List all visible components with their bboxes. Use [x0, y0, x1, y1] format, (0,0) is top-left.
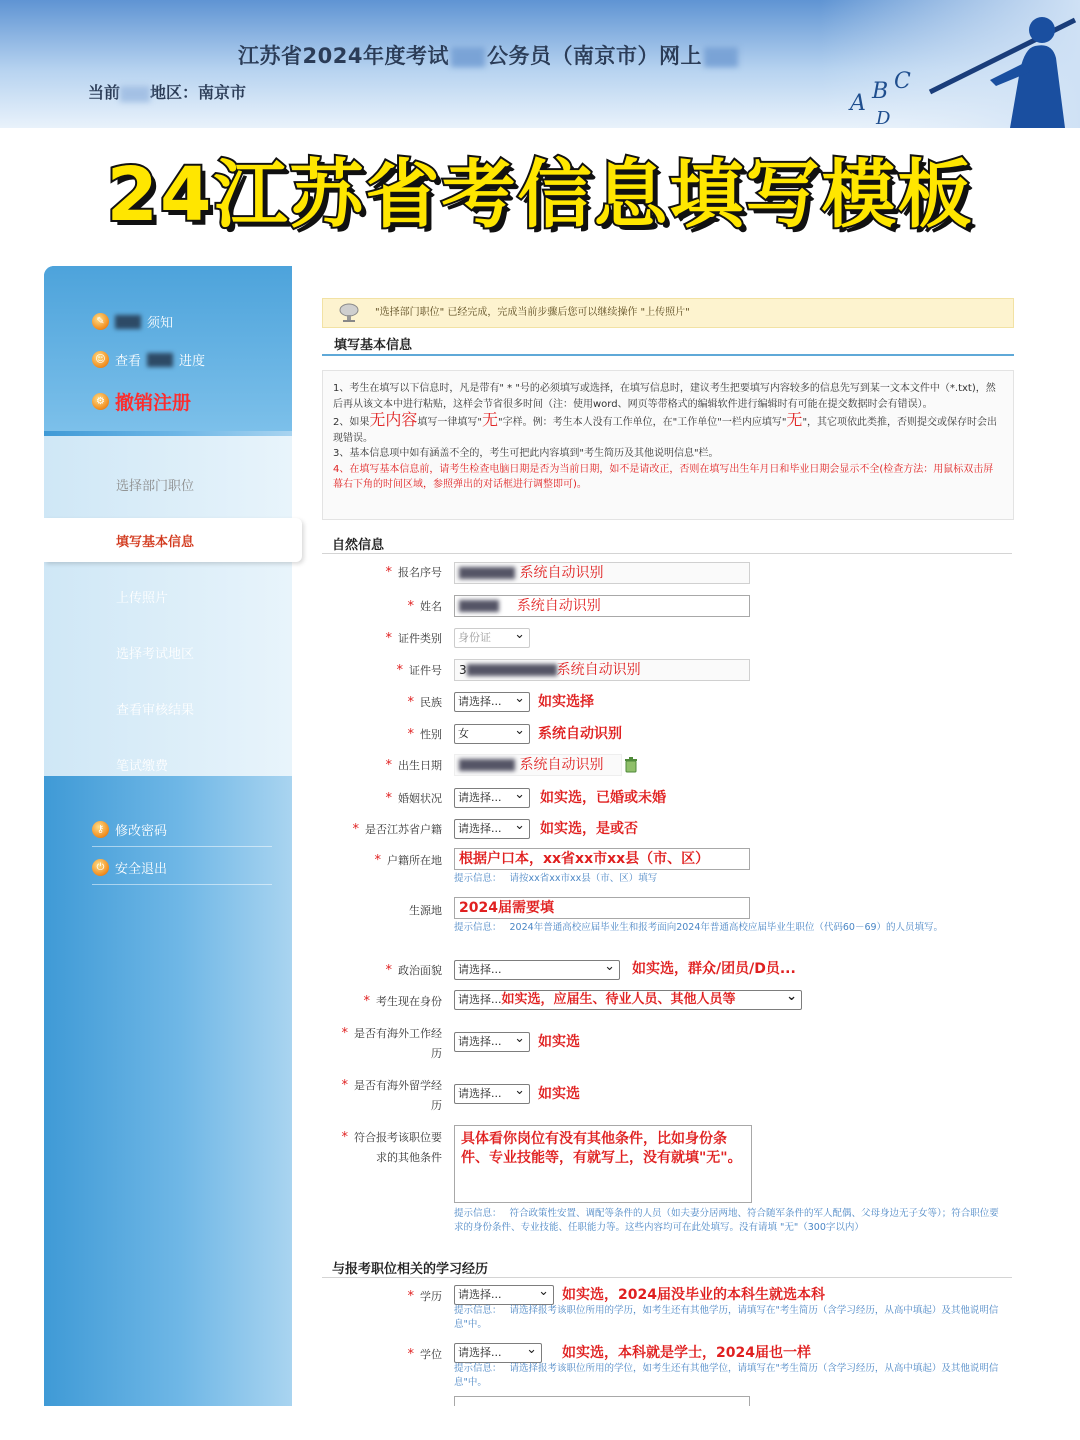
- hint-label: 提示信息：: [454, 1363, 502, 1374]
- trash-icon[interactable]: [624, 757, 638, 773]
- field-label-text: 证件号: [409, 664, 442, 677]
- redaction: [120, 86, 150, 102]
- overseas-work-select[interactable]: 请选择... ⌄: [454, 1032, 530, 1052]
- field-label-overseas-study: [322, 1076, 442, 1116]
- step-basic-info[interactable]: 填写基本信息: [116, 535, 195, 550]
- annotation: 系统自动识别: [519, 757, 604, 773]
- field-label-marital: [322, 790, 442, 806]
- portal: [44, 266, 1037, 1406]
- main-content: [322, 266, 1037, 1406]
- education-select[interactable]: 请选择... ⌄: [454, 1285, 554, 1305]
- annotation: 如实选: [538, 1034, 580, 1050]
- annotation: 如实选，本科就是学士，2024届也一样: [562, 1345, 811, 1361]
- field-label-text: 婚姻状况: [398, 792, 442, 805]
- instruction-2-text: "，其它项依此类推，否则提交或保存时会出现错误。: [333, 417, 998, 444]
- hint-body: 2024年普通高校应届毕业生和报考面向2024年普通高校应届毕业生职位（代码60－69）的人员填写。: [509, 922, 944, 933]
- hint-text: [454, 872, 994, 886]
- trophy-icon: [337, 303, 361, 323]
- hint-text: [454, 1207, 1006, 1235]
- instruction-4: 4、在填写基本信息前，请考生检查电脑日期是否为当前日期，如不是请改正，否则在填写出生年月日和毕业日期会显示不全(检查方法：用鼠标双击屏幕右下角的时间区域，参照弹出的对话框进行调整即可)。: [333, 463, 994, 490]
- sidebar-item-label: 修改密码: [115, 824, 168, 839]
- site-title-part-b: 公务员（南京市）网上: [486, 44, 702, 68]
- field-label-ethnicity: [322, 694, 442, 710]
- next-input[interactable]: [454, 1396, 750, 1406]
- sidebar-item-logout[interactable]: [92, 858, 167, 877]
- annotation: 如实选，是或否: [540, 821, 638, 837]
- instruction-2-text: 填写一律填写": [417, 417, 482, 428]
- field-label-text: 生源地: [409, 904, 442, 917]
- svg-text:A: A: [850, 91, 866, 116]
- instruction-2-text: "字样。例：考生本人没有工作单位，在"工作单位"一栏内应填写": [498, 417, 787, 428]
- instruction-3: 3、基本信息项中如有涵盖不全的，考生可把此内容填到"考生简历及其他说明信息"栏。: [333, 448, 719, 459]
- current-region-value: 地区：南京市: [150, 83, 247, 102]
- sidebar-item-label: 查看: [115, 354, 142, 369]
- politics-select[interactable]: 请选择... ⌄: [454, 960, 620, 980]
- banner-illustration: [820, 0, 1080, 128]
- required-mark: *: [385, 791, 392, 806]
- field-label-text: 出生日期: [398, 759, 442, 772]
- progress-notice-text: "选择部门职位" 已经完成，完成当前步骤后您可以继续操作 "上传照片": [375, 307, 690, 318]
- required-mark: *: [407, 1347, 414, 1362]
- required-mark: *: [341, 1078, 348, 1093]
- step-select-exam-region[interactable]: 选择考试地区: [116, 647, 195, 662]
- annotation: 系统自动识别: [516, 598, 601, 614]
- field-label-origin: [322, 902, 442, 918]
- annotation: 系统自动识别: [519, 565, 604, 581]
- section-underline: [322, 553, 1012, 554]
- instruction-2-emph: 无内容: [369, 410, 418, 429]
- required-mark: *: [407, 599, 414, 614]
- sidebar-item-label: 进度: [179, 354, 206, 369]
- required-mark: *: [396, 663, 403, 678]
- required-mark: *: [363, 994, 370, 1009]
- hint-body: 符合政策性安置、调配等条件的人员（如夫妻分居两地、符合随军条件的军人配偶、父母身边无子女等）；符合职位要求的身份条件、专业技能、任职能力等。这些内容均可在此处填写。没有请填 "无"（300字以内）: [454, 1208, 999, 1233]
- site-title-part-a: 江苏省2024年度考试: [238, 44, 449, 68]
- section-title-study: 与报考职位相关的学习经历: [332, 1262, 489, 1277]
- field-label-identity: [322, 993, 442, 1009]
- hukou-place-input[interactable]: 根据户口本，xx省xx市xx县（市、区）: [454, 848, 750, 870]
- hint-label: 提示信息：: [454, 922, 502, 933]
- id-type-select[interactable]: 身份证 ⌄: [454, 628, 530, 648]
- gender-select[interactable]: 女 ⌄: [454, 724, 530, 744]
- section-title-basic: 填写基本信息: [334, 338, 413, 353]
- hint-label: 提示信息：: [454, 1208, 502, 1219]
- svg-text:C: C: [894, 69, 911, 94]
- other-conditions-textarea[interactable]: 具体看你岗位有没有其他条件，比如身份条件、专业技能等，有就写上，没有就填"无"。: [454, 1125, 752, 1203]
- divider: [92, 884, 272, 885]
- sidebar-item-label: 撤销注册: [115, 392, 192, 414]
- progress-notice: [322, 298, 1014, 328]
- svg-text:D: D: [876, 108, 891, 128]
- instruction-1: 1、考生在填写以下信息时，凡是带有" * "号的必须填写或选择，在填写信息时，建议考生把要填写内容较多的信息先写到某一文本文件中（*.txt)，然后再从该文本中进行粘贴，这样会节省很多时间（注：使用word、网页等带格式的编辑软件进行编辑时有可能在提交数据时会有错误）。: [333, 383, 996, 410]
- instruction-2-emph: 无: [482, 410, 499, 429]
- field-label-gender: [322, 726, 442, 742]
- required-mark: *: [407, 727, 414, 742]
- redaction: [451, 47, 485, 67]
- ethnicity-select[interactable]: 请选择... ⌄: [454, 692, 530, 712]
- step-exam-fee[interactable]: 笔试缴费: [116, 759, 169, 774]
- reg-no-field: [454, 562, 750, 584]
- field-label-birth: [322, 757, 442, 773]
- field-label-text: 证件类别: [398, 632, 442, 645]
- sidebar-item-change-password[interactable]: [92, 820, 167, 839]
- field-label-id-type: [322, 630, 442, 646]
- redaction: [147, 353, 173, 367]
- field-label-text: 姓名: [420, 600, 442, 613]
- hint-label: 提示信息：: [454, 873, 502, 884]
- field-label-text: 求的其他条件: [376, 1151, 442, 1164]
- section-title-natural: 自然信息: [332, 538, 385, 553]
- jiangsu-hukou-select[interactable]: 请选择... ⌄: [454, 819, 530, 839]
- redaction: [704, 47, 738, 67]
- hint-text: [454, 1304, 1010, 1332]
- instruction-2-text: 2、如果: [333, 417, 370, 428]
- id-no-field: [454, 659, 750, 681]
- field-label-other-conditions: [322, 1128, 442, 1168]
- person-icon: ☺: [92, 351, 109, 368]
- required-mark: *: [407, 1289, 414, 1304]
- marital-select[interactable]: 请选择... ⌄: [454, 788, 530, 808]
- overseas-study-select[interactable]: 请选择... ⌄: [454, 1084, 530, 1104]
- field-label-text: 考生现在身份: [376, 995, 442, 1008]
- sidebar-item-notice[interactable]: [92, 312, 173, 331]
- field-label-hukou-place: [322, 852, 442, 868]
- annotation: 如实选，已婚或未婚: [540, 790, 666, 806]
- required-mark: *: [352, 822, 359, 837]
- hint-body: 请选择报考该职位所用的学位，如考生还有其他学位，请填写在"考生简历（含学习经历，从高中填起）及其他说明信息"中。: [454, 1363, 999, 1388]
- field-label-text: 符合报考该职位要: [354, 1131, 442, 1144]
- site-banner: [0, 0, 1080, 128]
- step-review-result[interactable]: 查看审核结果: [116, 703, 195, 718]
- annotation: 系统自动识别: [556, 662, 641, 678]
- instruction-2: [333, 412, 1003, 446]
- hint-label: 提示信息：: [454, 1305, 502, 1316]
- annotation: 如实选，2024届没毕业的本科生就选本科: [562, 1287, 825, 1303]
- field-label-jiangsu-hukou: [322, 821, 442, 837]
- sidebar-item-label: 安全退出: [115, 862, 168, 877]
- redaction: [459, 759, 515, 771]
- field-label-id-no: [322, 662, 442, 678]
- current-region: [88, 80, 246, 103]
- step-select-position[interactable]: 选择部门职位: [116, 479, 195, 494]
- field-label-text: 是否有海外工作经: [354, 1027, 442, 1040]
- identity-select[interactable]: [454, 990, 802, 1010]
- instructions-box: [322, 370, 1014, 520]
- hint-text: [454, 921, 1006, 935]
- hint-body: 请按xx省xx市xx县（市、区）填写: [509, 873, 658, 884]
- hint-text: [454, 1362, 1010, 1390]
- annotation: 如实选择: [538, 694, 594, 710]
- name-input[interactable]: [454, 595, 750, 617]
- divider: [92, 846, 272, 847]
- annotation: 如实选，群众/团员/D员...: [632, 961, 796, 977]
- field-label-education: [322, 1288, 442, 1304]
- field-label-text: 性别: [420, 728, 442, 741]
- required-mark: *: [385, 631, 392, 646]
- degree-select[interactable]: 请选择... ⌄: [454, 1343, 542, 1363]
- svg-text:B: B: [872, 79, 889, 104]
- annotation: 系统自动识别: [538, 726, 622, 742]
- key-icon: ⚷: [92, 821, 109, 838]
- origin-input[interactable]: 2024届需要填: [454, 897, 750, 919]
- annotation: 如实选，应届生、待业人员、其他人员等: [501, 992, 736, 1007]
- required-mark: *: [385, 963, 392, 978]
- required-mark: *: [385, 565, 392, 580]
- field-label-text: 历: [431, 1047, 442, 1060]
- required-mark: *: [374, 853, 381, 868]
- field-label-text: 民族: [420, 696, 442, 709]
- hint-body: 请选择报考该职位所用的学历，如考生还有其他学历，请填写在"考生简历（含学习经历，从高中填起）及其他说明信息"中。: [454, 1305, 999, 1330]
- sidebar-item-label: 须知: [147, 316, 174, 331]
- redaction: [467, 664, 557, 676]
- exit-icon: ⏻: [92, 859, 109, 876]
- headline: 24江苏省考信息填写模板: [106, 152, 974, 238]
- redaction: [459, 567, 515, 579]
- field-label-text: 报名序号: [398, 566, 442, 579]
- field-label-text: 政治面貌: [398, 964, 442, 977]
- field-label-degree: [322, 1346, 442, 1362]
- required-mark: *: [341, 1026, 348, 1041]
- current-region-label: 当前: [88, 83, 121, 102]
- step-upload-photo[interactable]: 上传照片: [116, 591, 169, 606]
- redaction: [459, 600, 499, 612]
- field-label-overseas-work: [322, 1024, 442, 1064]
- field-label-text: 历: [431, 1099, 442, 1112]
- instruction-2-emph: 无: [786, 410, 803, 429]
- field-label-text: 学历: [420, 1290, 442, 1303]
- section-underline: [322, 354, 1014, 356]
- field-label-text: 学位: [420, 1348, 442, 1361]
- annotation: 如实选: [538, 1086, 580, 1102]
- field-label-politics: [322, 962, 442, 978]
- gear-icon: ⚙: [92, 393, 109, 410]
- sidebar-item-progress[interactable]: [92, 350, 205, 369]
- field-label-reg-no: [322, 564, 442, 580]
- redaction: [115, 315, 141, 329]
- field-label-text: 户籍所在地: [387, 854, 442, 867]
- field-label-text: 是否江苏省户籍: [365, 823, 442, 836]
- required-mark: *: [341, 1130, 348, 1145]
- sidebar-item-cancel-registration[interactable]: [92, 388, 191, 415]
- field-label-name: [322, 598, 442, 614]
- pencil-icon: ✎: [92, 313, 109, 330]
- section-underline: [322, 1277, 1012, 1278]
- required-mark: *: [385, 758, 392, 773]
- birth-date-field: [454, 754, 622, 776]
- required-mark: *: [407, 695, 414, 710]
- sidebar: [44, 266, 292, 1406]
- field-label-text: 是否有海外留学经: [354, 1079, 442, 1092]
- site-title: [238, 40, 740, 70]
- id-no-prefix: 3: [459, 663, 467, 677]
- identity-select-value: 请选择...: [458, 993, 502, 1006]
